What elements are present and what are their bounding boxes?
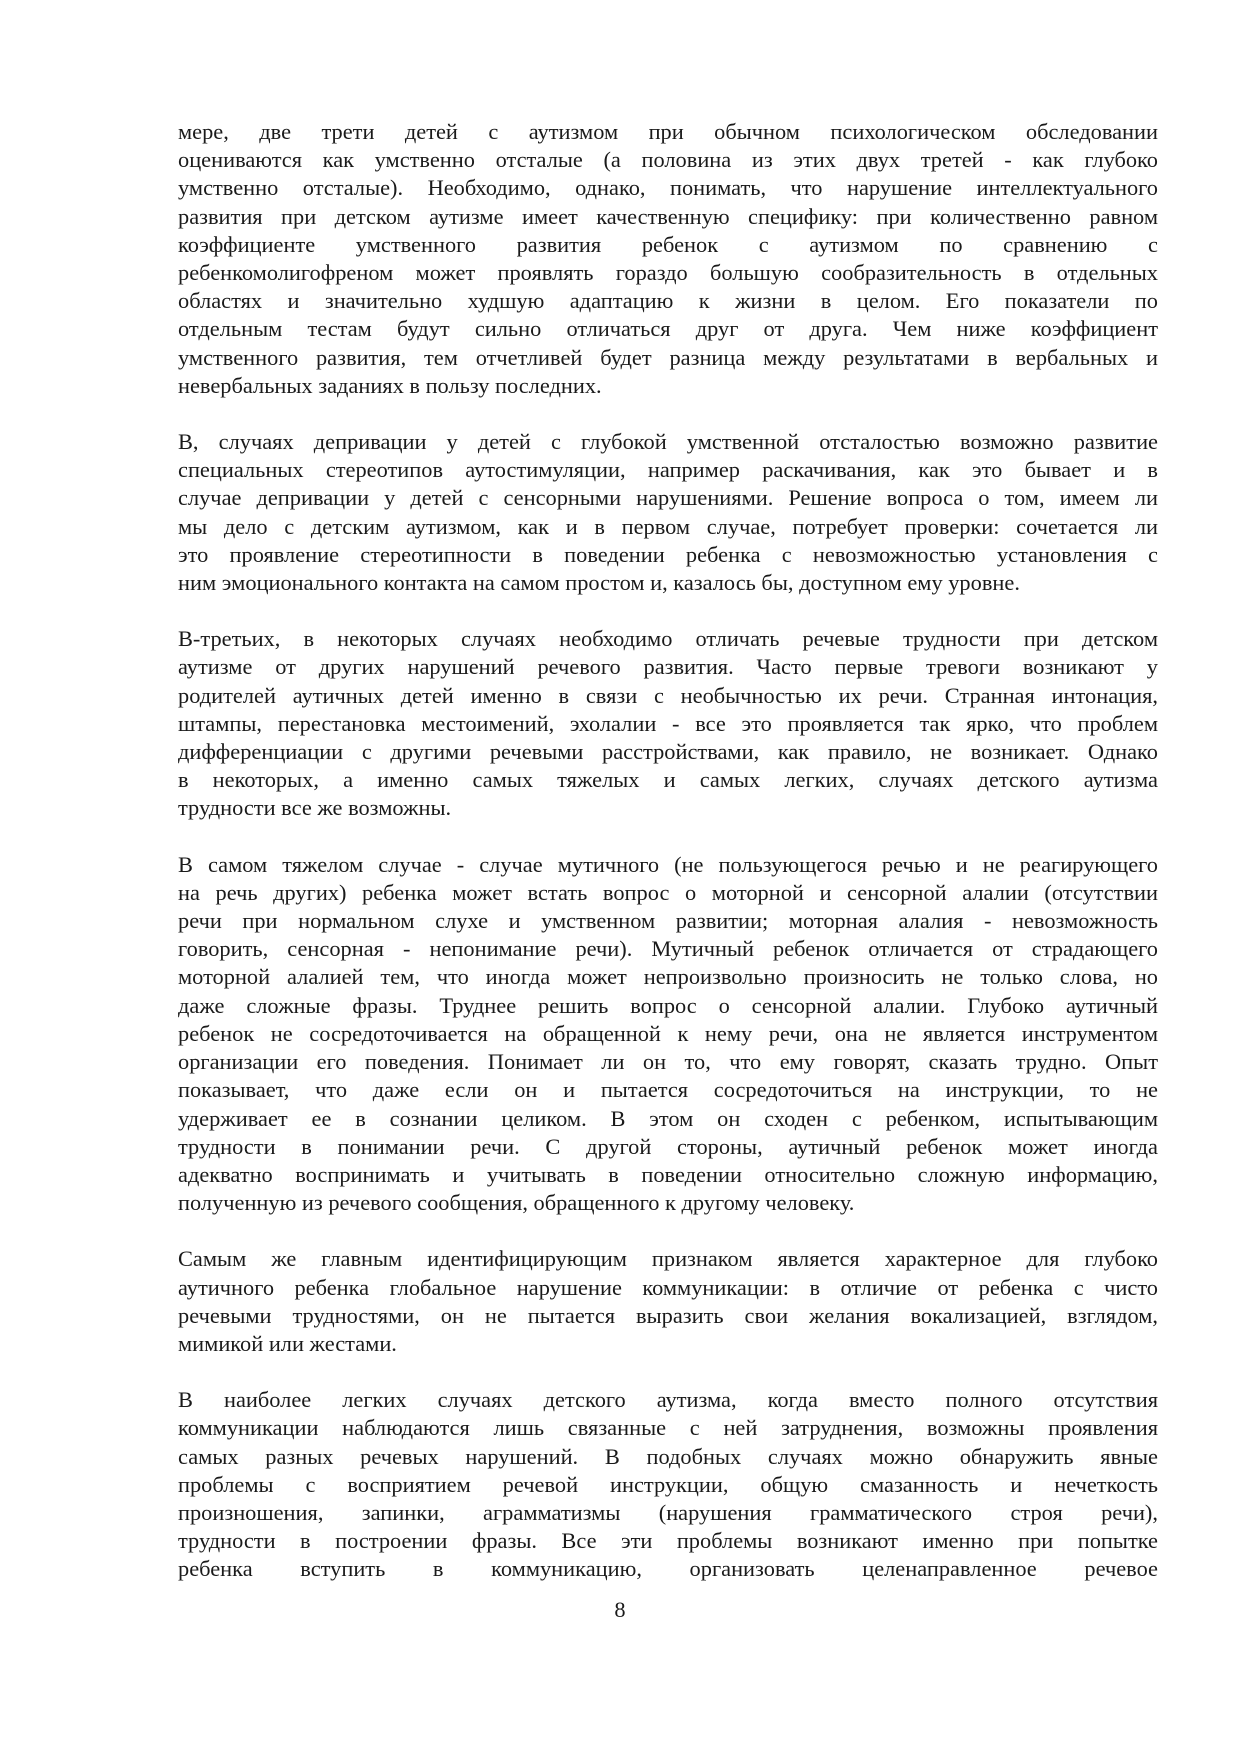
text-line: трудности все же возможны. xyxy=(178,795,452,821)
text-line: мимикой или жестами. xyxy=(178,1330,397,1356)
text-line: аутичного ребенка глобальное нарушение коммуникации: в отличие от ребенка с чисто xyxy=(178,1274,1158,1300)
text-line: В, случаях депривации у детей с глубокой умственной отсталостью возможно развитие xyxy=(178,429,1158,455)
text-line: речи при нормальном слухе и умственном развитии; моторная алалия - невозможность xyxy=(178,908,1158,934)
text-line: оцениваются как умственно отсталые (а половина из этих двух третей - как глубоко xyxy=(178,147,1158,173)
text-line: самых разных речевых нарушений. В подобных случаях можно обнаружить явные xyxy=(178,1443,1158,1469)
text-line: речевыми трудностями, он не пытается выразить свои желания вокализацией, взглядом, xyxy=(178,1302,1158,1328)
paragraph xyxy=(178,1245,1158,1358)
text-line: ребенок не сосредоточивается на обращенной к нему речи, она не является инструментом xyxy=(178,1020,1158,1046)
text-line: на речь других) ребенка может встать вопрос о моторной и сенсорной алалии (отсутствии xyxy=(178,879,1158,905)
text-line: умственного развития, тем отчетливей будет разница между результатами в вербальных и xyxy=(178,344,1158,370)
body-text xyxy=(178,118,1158,1612)
text-line: В наиболее легких случаях детского аутизма, когда вместо полного отсутствия xyxy=(178,1387,1158,1413)
text-line: трудности в понимании речи. С другой стороны, аутичный ребенок может иногда xyxy=(178,1133,1158,1159)
text-line: ребенкомолигофреном может проявлять гораздо большую сообразительность в отдельных xyxy=(178,260,1158,286)
text-line: организации его поведения. Понимает ли он то, что ему говорят, сказать трудно. Опыт xyxy=(178,1049,1158,1075)
paragraph xyxy=(178,428,1158,597)
paragraph xyxy=(178,851,1158,1218)
text-line: родителей аутичных детей именно в связи с необычностью их речи. Странная интонация, xyxy=(178,682,1158,708)
text-line: штампы, перестановка местоимений, эхолалии - все это проявляется так ярко, что проблем xyxy=(178,710,1158,736)
text-line: мере, две трети детей с аутизмом при обычном психологическом обследовании xyxy=(178,119,1158,144)
text-line: это проявление стереотипности в поведении ребенка с невозможностью установления с xyxy=(178,541,1158,567)
text-line: Самым же главным идентифицирующим признаком является характерное для глубоко xyxy=(178,1246,1158,1272)
text-line: аутизме от других нарушений речевого развития. Часто первые тревоги возникают у xyxy=(178,654,1158,680)
paragraph xyxy=(178,118,1158,400)
text-line: полученную из речевого сообщения, обращенного к другому человеку. xyxy=(178,1190,855,1216)
text-line: трудности в построении фразы. Все эти проблемы возникают именно при попытке xyxy=(178,1528,1158,1554)
text-line: моторной алалией тем, что иногда может непроизвольно произносить не только слова, но xyxy=(178,964,1158,990)
text-line: случае депривации у детей с сенсорными нарушениями. Решение вопроса о том, имеем ли xyxy=(178,485,1158,511)
text-line: удерживает ее в сознании целиком. В этом он сходен с ребенком, испытывающим xyxy=(178,1105,1158,1131)
text-line: В самом тяжелом случае - случае мутичного (не пользующегося речью и не реагирующего xyxy=(178,851,1158,877)
page-number: 8 xyxy=(614,1597,626,1622)
text-line: В-третьих, в некоторых случаях необходимо отличать речевые трудности при детском xyxy=(178,626,1158,652)
text-line: произношения, запинки, аграмматизмы (нарушения грамматического строя речи), xyxy=(178,1499,1158,1525)
text-line: адекватно воспринимать и учитывать в поведении относительно сложную информацию, xyxy=(178,1161,1158,1187)
text-line: дифференциации с другими речевыми расстройствами, как правило, не возникает. Однако xyxy=(178,739,1158,765)
text-line: показывает, что даже если он и пытается сосредоточиться на инструкции, то не xyxy=(178,1077,1158,1103)
text-line: коэффициенте умственного развития ребенок с аутизмом по сравнению с xyxy=(178,231,1158,257)
paragraph xyxy=(178,1386,1158,1583)
text-line: в некоторых, а именно самых тяжелых и самых легких, случаях детского аутизма xyxy=(178,767,1158,793)
text-line: отдельным тестам будут сильно отличаться друг от друга. Чем ниже коэффициент xyxy=(178,316,1158,342)
text-line: невербальных заданиях в пользу последних. xyxy=(178,372,602,398)
text-line: коммуникации наблюдаются лишь связанные с ней затруднения, возможны проявления xyxy=(178,1415,1158,1441)
text-line: мы дело с детским аутизмом, как и в первом случае, потребует проверки: сочетается ли xyxy=(178,513,1158,539)
text-line: проблемы с восприятием речевой инструкции, общую смазанность и нечеткость xyxy=(178,1471,1158,1497)
text-line: умственно отсталые). Необходимо, однако, понимать, что нарушение интеллектуального xyxy=(178,175,1158,201)
paragraph xyxy=(178,625,1158,822)
text-line: областях и значительно худшую адаптацию к жизни в целом. Его показатели по xyxy=(178,288,1158,314)
text-line: развития при детском аутизме имеет качественную специфику: при количественно равном xyxy=(178,203,1158,229)
text-line: специальных стереотипов аутостимуляции, например раскачивания, как это бывает и в xyxy=(178,457,1158,483)
text-line: ребенка вступить в коммуникацию, организовать целенаправленное речевое xyxy=(178,1556,1158,1582)
text-line: даже сложные фразы. Труднее решить вопрос о сенсорной алалии. Глубоко аутичный xyxy=(178,992,1158,1018)
text-line: ним эмоционального контакта на самом простом и, казалось бы, доступном ему уровне. xyxy=(178,570,1020,596)
text-line: говорить, сенсорная - непонимание речи). Мутичный ребенок отличается от страдающего xyxy=(178,936,1158,962)
